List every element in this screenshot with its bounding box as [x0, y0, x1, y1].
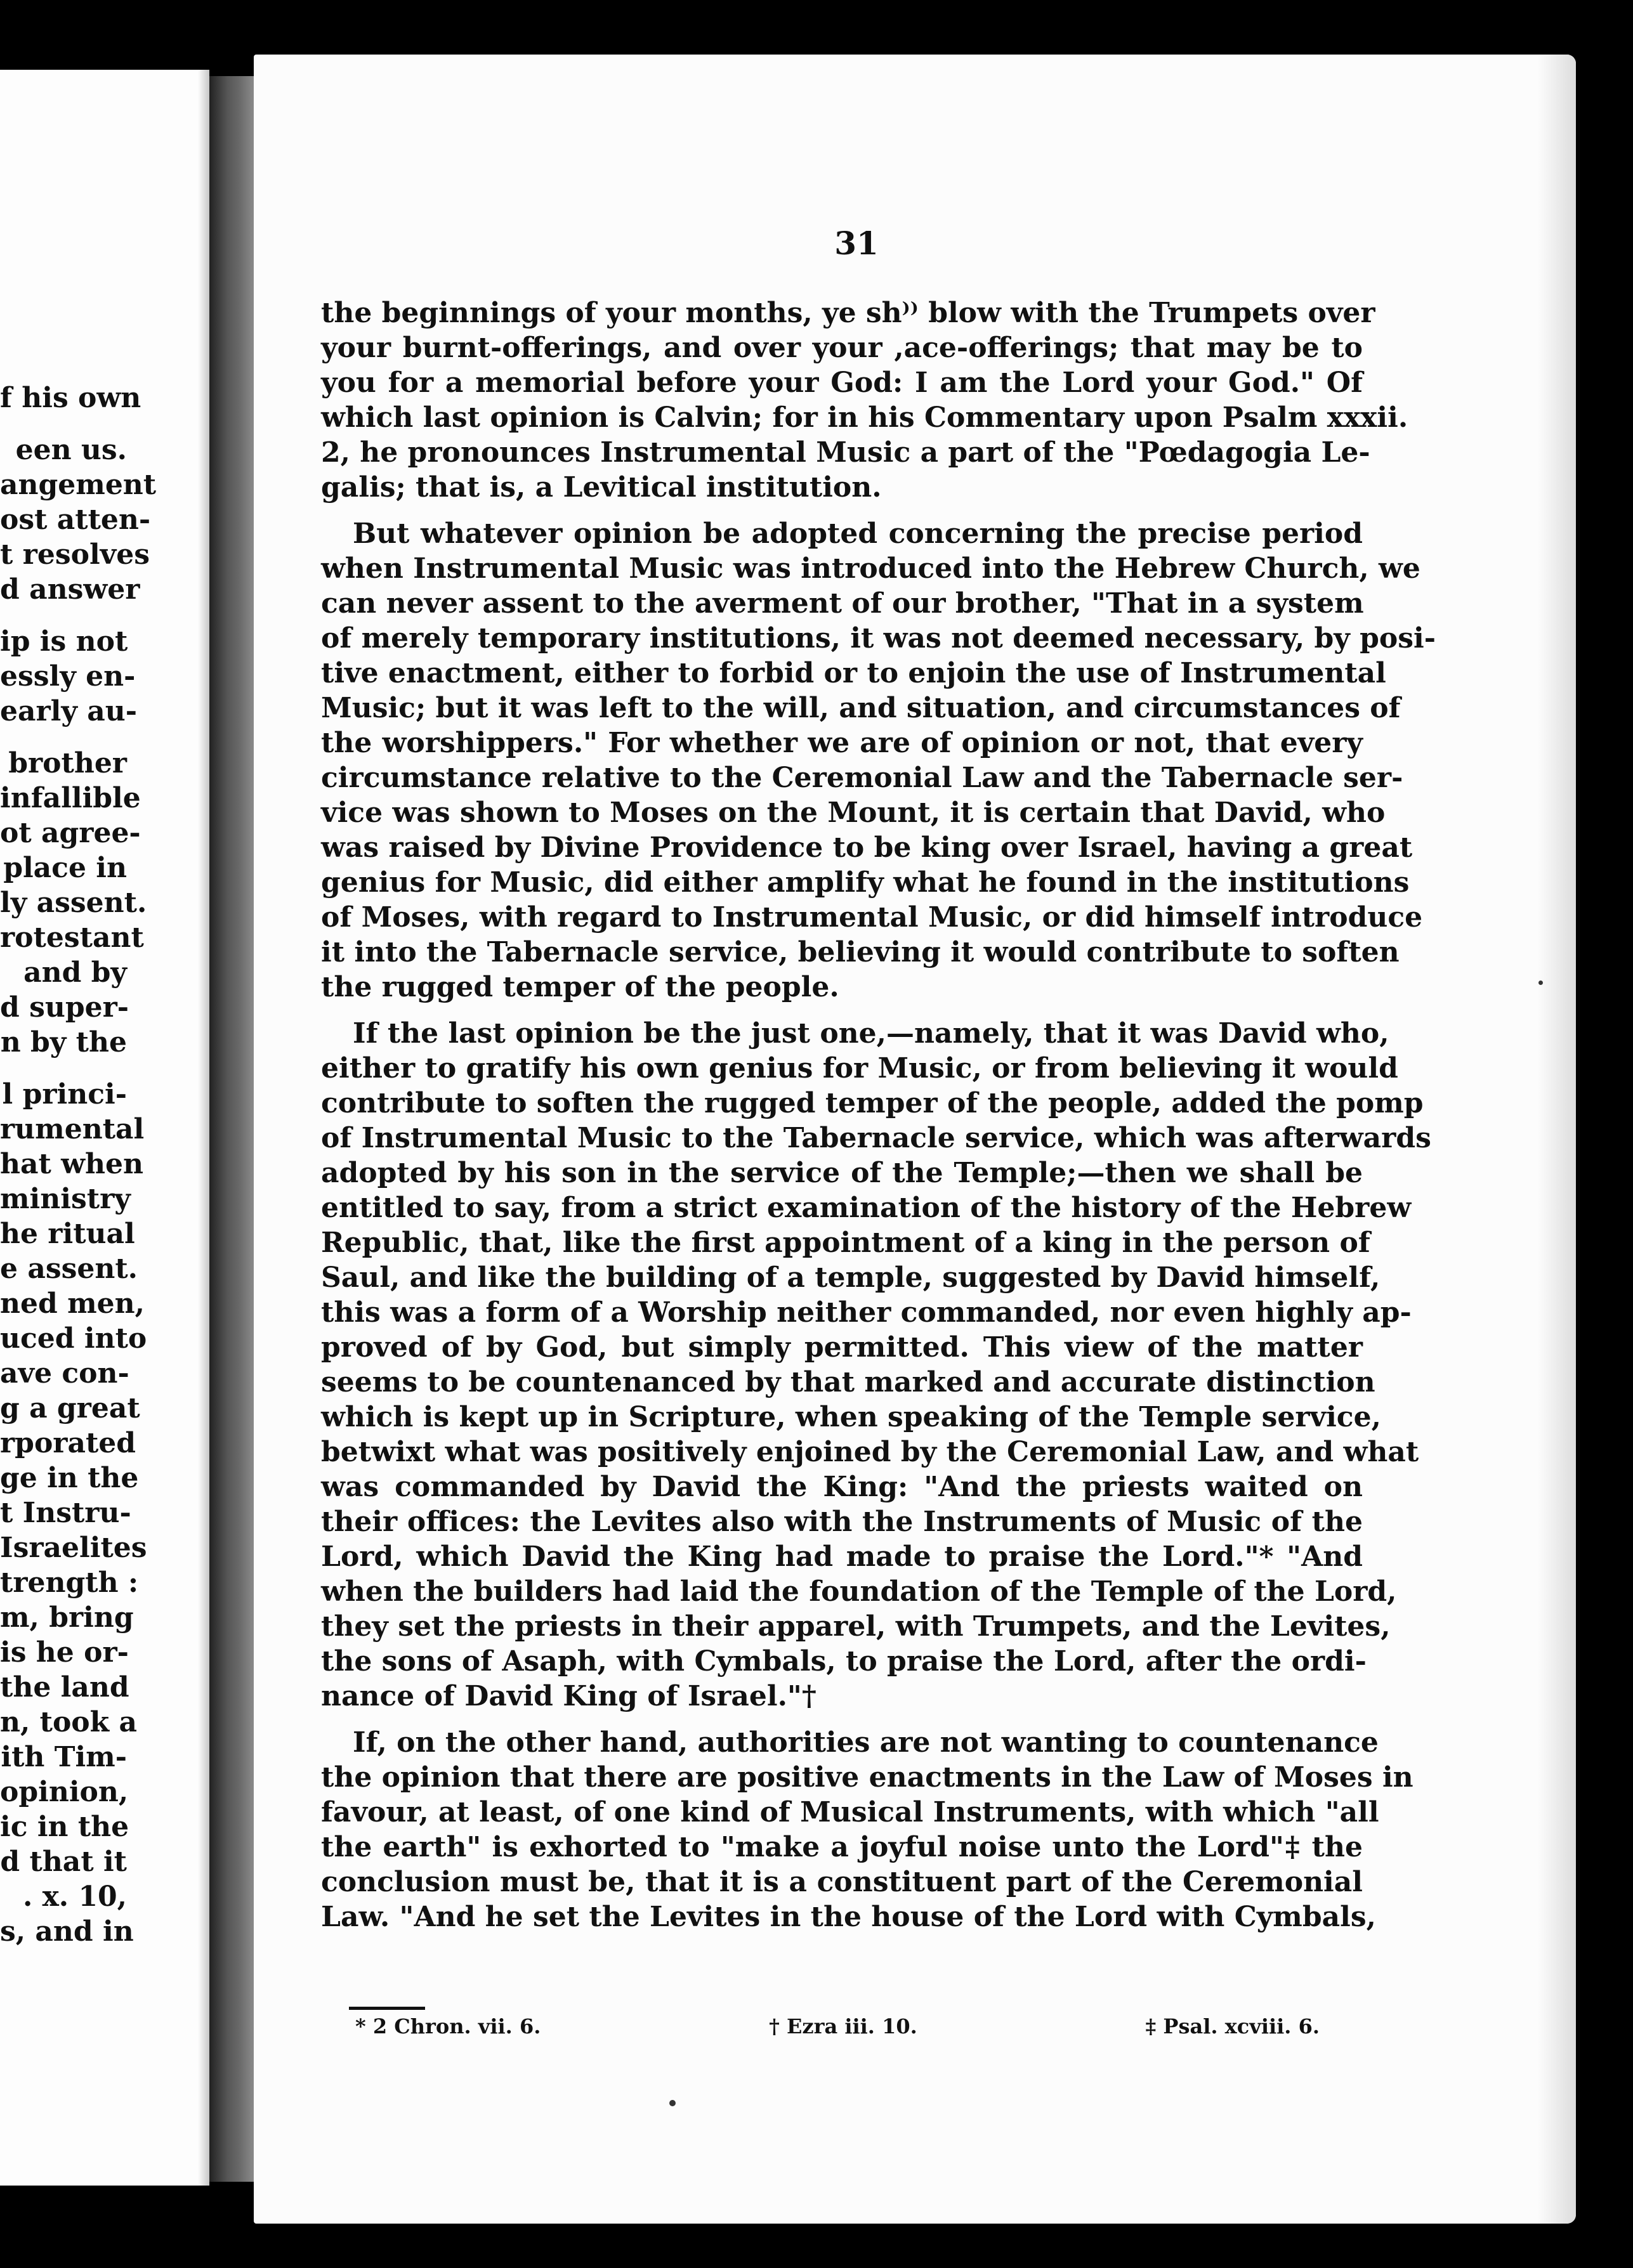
- text-line: of merely temporary institutions, it was not deemed necessary, by posi-: [321, 622, 1436, 655]
- footnotes: [355, 2014, 1320, 2038]
- paragraph: [321, 296, 1408, 505]
- left-page-line: ip is not: [0, 625, 128, 658]
- text-line: Republic, that, like the first appointment of a king in the person of: [321, 1227, 1370, 1259]
- text-line: you for a memorial before your God: I am the Lord your God." Of: [321, 367, 1363, 399]
- left-page-line: he ritual: [0, 1218, 135, 1250]
- text-line: which is kept up in Scripture, when speaking of the Temple service,: [321, 1401, 1381, 1433]
- paragraph: [321, 1725, 1413, 1934]
- book-fold: [209, 76, 260, 2182]
- left-page-line: rporated: [0, 1427, 136, 1459]
- left-page-line: early au-: [0, 695, 138, 727]
- left-page-line: t resolves: [0, 538, 150, 571]
- left-page-line: essly en-: [0, 660, 136, 693]
- body-text: [321, 296, 1436, 1934]
- left-page-line: place in: [3, 852, 127, 884]
- footnote-rule: [349, 2007, 425, 2010]
- left-page-line: . x. 10,: [22, 1880, 127, 1913]
- paragraph: [321, 1016, 1431, 1714]
- text-line: when Instrumental Music was introduced into the Hebrew Church, we: [321, 552, 1420, 585]
- text-line: the sons of Asaph, with Cymbals, to praise the Lord, after the ordi-: [321, 1645, 1367, 1678]
- left-page-line: een us.: [15, 434, 127, 466]
- text-line: conclusion must be, that it is a constituent part of the Ceremonial: [321, 1866, 1363, 1898]
- left-page-line: d super-: [0, 991, 129, 1024]
- left-page-line: angement: [0, 469, 157, 501]
- left-page-line: ot agree-: [0, 817, 141, 849]
- left-page-line: ministry: [0, 1183, 131, 1215]
- text-line: either to gratify his own genius for Music, or from believing it would: [321, 1052, 1398, 1085]
- left-page-line: ly assent.: [0, 887, 147, 919]
- footnote-2: † Ezra iii. 10.: [769, 2014, 917, 2038]
- text-line: which last opinion is Calvin; for in his Commentary upon Psalm xxxii.: [321, 401, 1408, 434]
- left-page-line: d answer: [0, 573, 140, 606]
- text-line: they set the priests in their apparel, with Trumpets, and the Levites,: [321, 1610, 1391, 1643]
- paragraph: [321, 516, 1436, 1005]
- text-line: If, on the other hand, authorities are not wanting to countenance: [353, 1726, 1379, 1759]
- text-line: this was a form of a Worship neither commanded, nor even highly ap-: [321, 1296, 1412, 1329]
- left-page-line: e assent.: [0, 1253, 138, 1285]
- gutter-shadow: [198, 70, 209, 2186]
- left-page-line: [0, 1060, 127, 1077]
- text-line: Lord, which David the King had made to praise the Lord."* "And: [321, 1541, 1363, 1573]
- text-line: adopted by his son in the service of the Temple;—then we shall be: [321, 1157, 1363, 1189]
- footnote-3: ‡ Psal. xcviii. 6.: [1145, 2014, 1320, 2038]
- text-line: can never assent to the averment of our brother, "That in a system: [321, 587, 1364, 620]
- left-page-line: s, and in: [0, 1915, 134, 1948]
- text-line: circumstance relative to the Ceremonial Law and the Tabernacle ser-: [321, 762, 1403, 794]
- text-line: their offices: the Levites also with the Instruments of Music of the: [321, 1506, 1363, 1538]
- page-edge-shadow: [1538, 55, 1576, 2224]
- text-line: when the builders had laid the foundation of the Temple of the Lord,: [321, 1575, 1397, 1608]
- text-line: proved of by God, but simply permitted. This view of the matter: [321, 1331, 1363, 1364]
- text-line: the beginnings of your months, ye sh⁾⁾ blow with the Trumpets over: [321, 297, 1375, 329]
- text-line: the rugged temper of the people.: [321, 971, 839, 1003]
- text-line: favour, at least, of one kind of Musical Instruments, with which "all: [321, 1796, 1379, 1828]
- text-line: the worshippers." For whether we are of opinion or not, that every: [321, 727, 1363, 759]
- text-line: of Instrumental Music to the Tabernacle service, which was afterwards: [321, 1122, 1431, 1154]
- left-page-line: Israelites: [0, 1532, 147, 1564]
- text-line: it into the Tabernacle service, believing it would contribute to soften: [321, 936, 1400, 968]
- text-line: genius for Music, did either amplify what he found in the institutions: [321, 866, 1410, 899]
- left-page-line: ned men,: [0, 1287, 145, 1320]
- text-line: Law. "And he set the Levites in the house of the Lord with Cymbals,: [321, 1901, 1376, 1933]
- left-page-line: n, took a: [0, 1706, 137, 1738]
- text-line: was raised by Divine Providence to be king over Israel, having a great: [321, 831, 1413, 864]
- text-line: vice was shown to Moses on the Mount, it is certain that David, who: [321, 797, 1386, 829]
- text-line: contribute to soften the rugged temper of the people, added the pomp: [321, 1087, 1424, 1119]
- footnote-1: * 2 Chron. vii. 6.: [355, 2014, 541, 2038]
- text-line: Music; but it was left to the will, and situation, and circumstances of: [321, 692, 1401, 724]
- left-page-line: ost atten-: [0, 504, 151, 536]
- left-page-line: l princi-: [2, 1078, 127, 1111]
- text-line: nance of David King of Israel."†: [321, 1680, 816, 1712]
- ink-speck: [669, 2100, 676, 2106]
- left-page-line: t Instru-: [0, 1497, 131, 1529]
- ink-speck: [1538, 981, 1543, 985]
- left-page-line: hat when: [0, 1148, 143, 1180]
- text-line: But whatever opinion be adopted concerning the precise period: [353, 518, 1363, 550]
- left-page-line: ith Tim-: [1, 1741, 127, 1773]
- left-page-line: g a great: [0, 1392, 140, 1424]
- text-line: the earth" is exhorted to "make a joyful noise unto the Lord"‡ the: [321, 1831, 1363, 1863]
- text-line: was commanded by David the King: "And the priests waited on: [321, 1471, 1363, 1503]
- text-line: of Moses, with regard to Instrumental Music, or did himself introduce: [321, 901, 1423, 934]
- left-page-line: ic in the: [0, 1811, 129, 1843]
- left-page-line: infallible: [0, 782, 141, 814]
- left-page-line: n by the: [0, 1026, 127, 1059]
- left-page-line: is he or-: [0, 1636, 129, 1669]
- left-page-line: uced into: [0, 1322, 147, 1355]
- left-page-line: the land: [0, 1671, 129, 1704]
- left-page-line: d that it: [0, 1846, 127, 1878]
- left-page-line: trength :: [0, 1567, 139, 1599]
- left-page-line: [0, 415, 127, 433]
- left-page-line: rotestant: [0, 922, 144, 954]
- left-page-line: m, bring: [0, 1601, 134, 1634]
- left-page-line: ge in the: [0, 1462, 139, 1494]
- left-page-line: ave con-: [0, 1357, 129, 1390]
- text-line: the opinion that there are positive enactments in the Law of Moses in: [321, 1761, 1413, 1794]
- left-page-line: and by: [23, 956, 127, 989]
- left-page-line: [0, 729, 127, 746]
- left-page-line: opinion,: [0, 1776, 129, 1808]
- text-line: seems to be countenanced by that marked and accurate distinction: [321, 1366, 1375, 1398]
- text-line: galis; that is, a Levitical institution.: [321, 471, 882, 504]
- text-line: 2, he pronounces Instrumental Music a part of the "Pœdagogia Le-: [321, 436, 1370, 469]
- text-line: entitled to say, from a strict examination of the history of the Hebrew: [321, 1192, 1412, 1224]
- text-line: your burnt-offerings, and over your ,ace-offerings; that may be to: [321, 332, 1363, 364]
- left-page-line: f his own: [0, 382, 141, 414]
- left-page-line: rumental: [0, 1113, 145, 1145]
- text-line: If the last opinion be the just one,—namely, that it was David who,: [353, 1017, 1389, 1050]
- page-number: 31: [834, 225, 879, 262]
- left-page-line: brother: [8, 747, 127, 779]
- left-page-line: [0, 607, 127, 624]
- text-line: Saul, and like the building of a temple, suggested by David himself,: [321, 1261, 1381, 1294]
- text-line: tive enactment, either to forbid or to enjoin the use of Instrumental: [321, 657, 1386, 689]
- text-line: betwixt what was positively enjoined by the Ceremonial Law, and what: [321, 1436, 1419, 1468]
- left-page: [0, 70, 209, 2186]
- right-page: [254, 55, 1576, 2224]
- left-page-text: [0, 381, 157, 1949]
